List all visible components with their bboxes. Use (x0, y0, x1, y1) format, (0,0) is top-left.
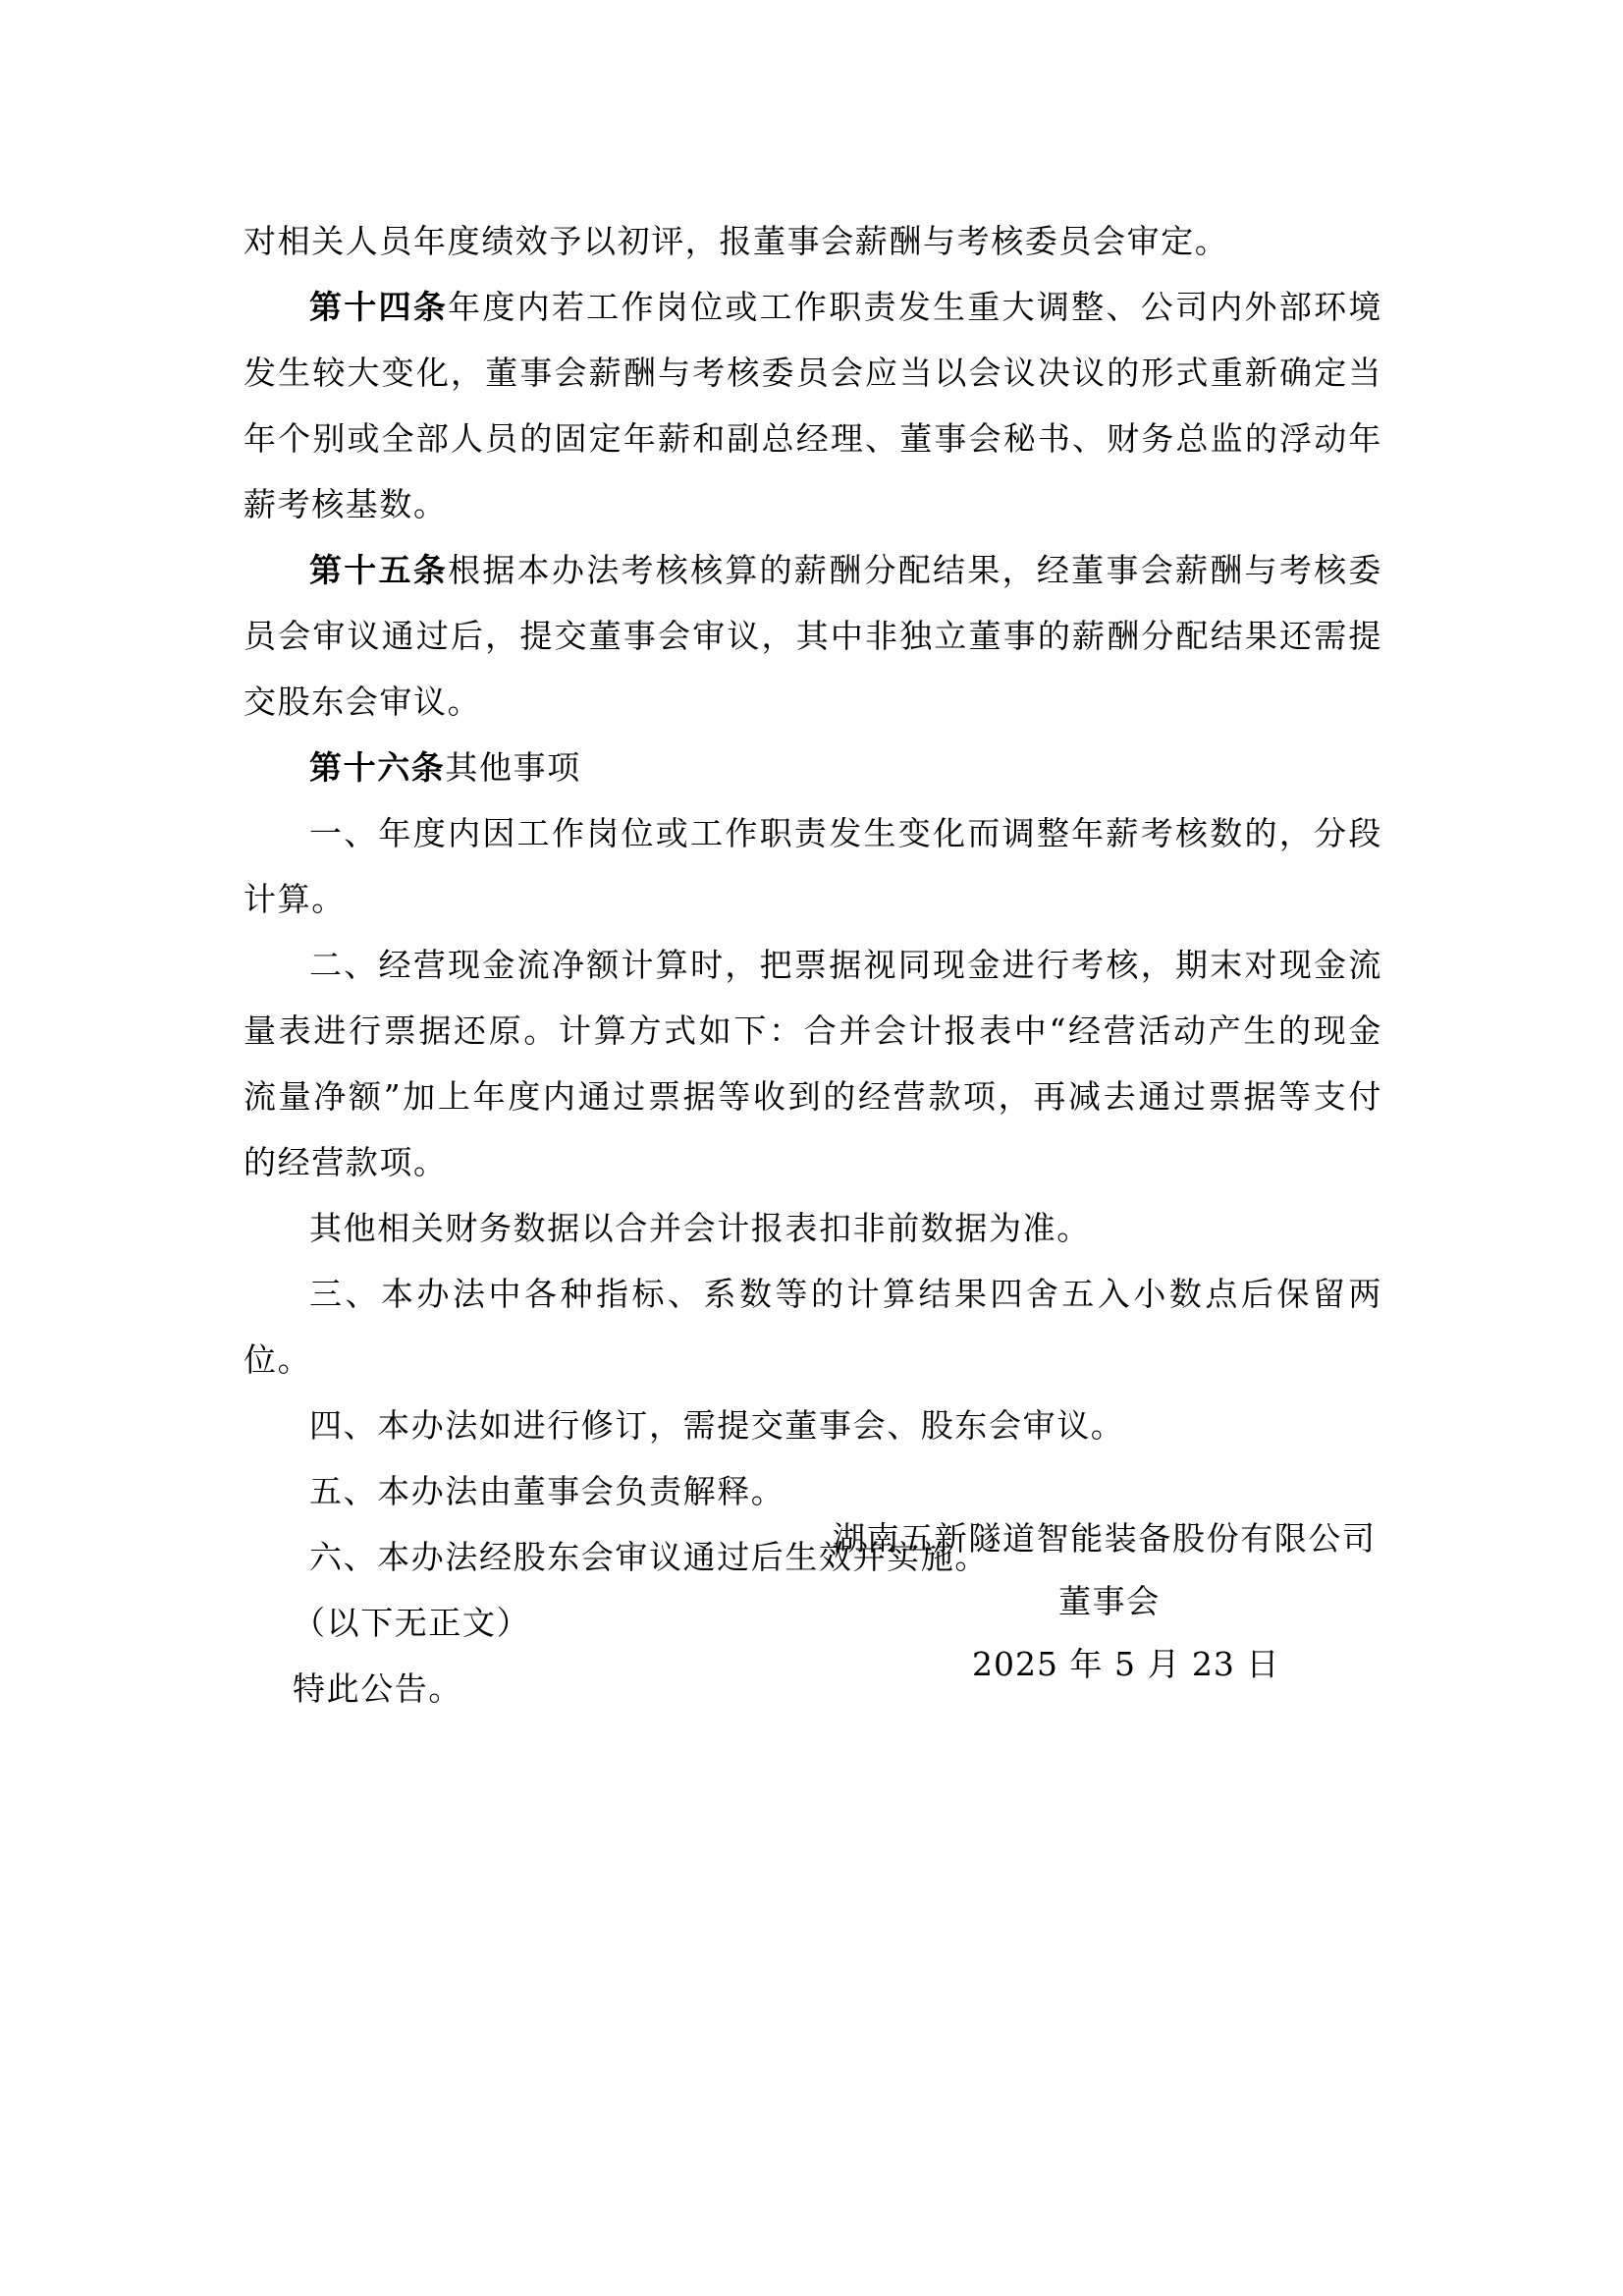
closing-statement: 特此公告。 (293, 1669, 462, 1708)
paragraph-text: 其他事项 (445, 748, 581, 787)
article-label: 第十六条 (309, 748, 446, 787)
paragraph-text: 对相关人员年度绩效予以初评，报董事会薪酬与考核委员会审定。 (243, 222, 1229, 260)
paragraph-text: 五、本办法由董事会负责解释。 (309, 1472, 785, 1510)
item-3 (243, 1261, 1382, 1393)
paragraph-text: 其他相关财务数据以合并会计报表扣非前数据为准。 (309, 1209, 1091, 1247)
paragraph-text: 六、本办法经股东会审议通过后生效并实施。 (309, 1538, 989, 1576)
signature-board: 董事会 (1058, 1582, 1161, 1620)
paragraph-text: 根据本办法考核核算的薪酬分配结果，经董事会薪酬与考核委员会审议通过后，提交董事会审议，其中非独立董事的薪酬分配结果还需提交股东会审议。 (243, 551, 1382, 721)
document-body (243, 208, 1382, 1722)
signature-date: 2025 年 5 月 23 日 (972, 1645, 1280, 1683)
paragraph-text: 三、本办法中各种指标、系数等的计算结果四舍五入小数点后保留两位。 (243, 1275, 1382, 1379)
item-4 (243, 1393, 1382, 1458)
article-15 (243, 537, 1382, 735)
article-14 (243, 274, 1382, 537)
paragraph-text: 一、年度内因工作岗位或工作职责发生变化而调整年薪考核数的，分段计算。 (243, 814, 1382, 918)
paragraph-continuation (243, 208, 1382, 274)
paragraph-text: 二、经营现金流净额计算时，把票据视同现金进行考核，期末对现金流量表进行票据还原。计算方式如下：合并会计报表中“经营活动产生的现金流量净额”加上年度内通过票据等收到的经营款项，再减去通过票据等支付的经营款项。 (243, 946, 1382, 1181)
signature-company: 湖南五新隧道智能装备股份有限公司 (833, 1519, 1377, 1558)
article-16 (243, 735, 1382, 800)
item-1 (243, 800, 1382, 932)
article-label: 第十四条 (309, 288, 449, 326)
paragraph-text: 四、本办法如进行修订，需提交董事会、股东会审议。 (309, 1406, 1125, 1445)
article-label: 第十五条 (309, 551, 449, 589)
no-further-text-note: （以下无正文） (293, 1604, 531, 1642)
item-2 (243, 932, 1382, 1195)
paragraph-text: 年度内若工作岗位或工作职责发生重大调整、公司内外部环境发生较大变化，董事会薪酬与考核委员会应当以会议决议的形式重新确定当年个别或全部人员的固定年薪和副总经理、董事会秘书、财务总监的浮动年薪考核基数。 (243, 288, 1382, 523)
item-2-note (243, 1195, 1382, 1261)
